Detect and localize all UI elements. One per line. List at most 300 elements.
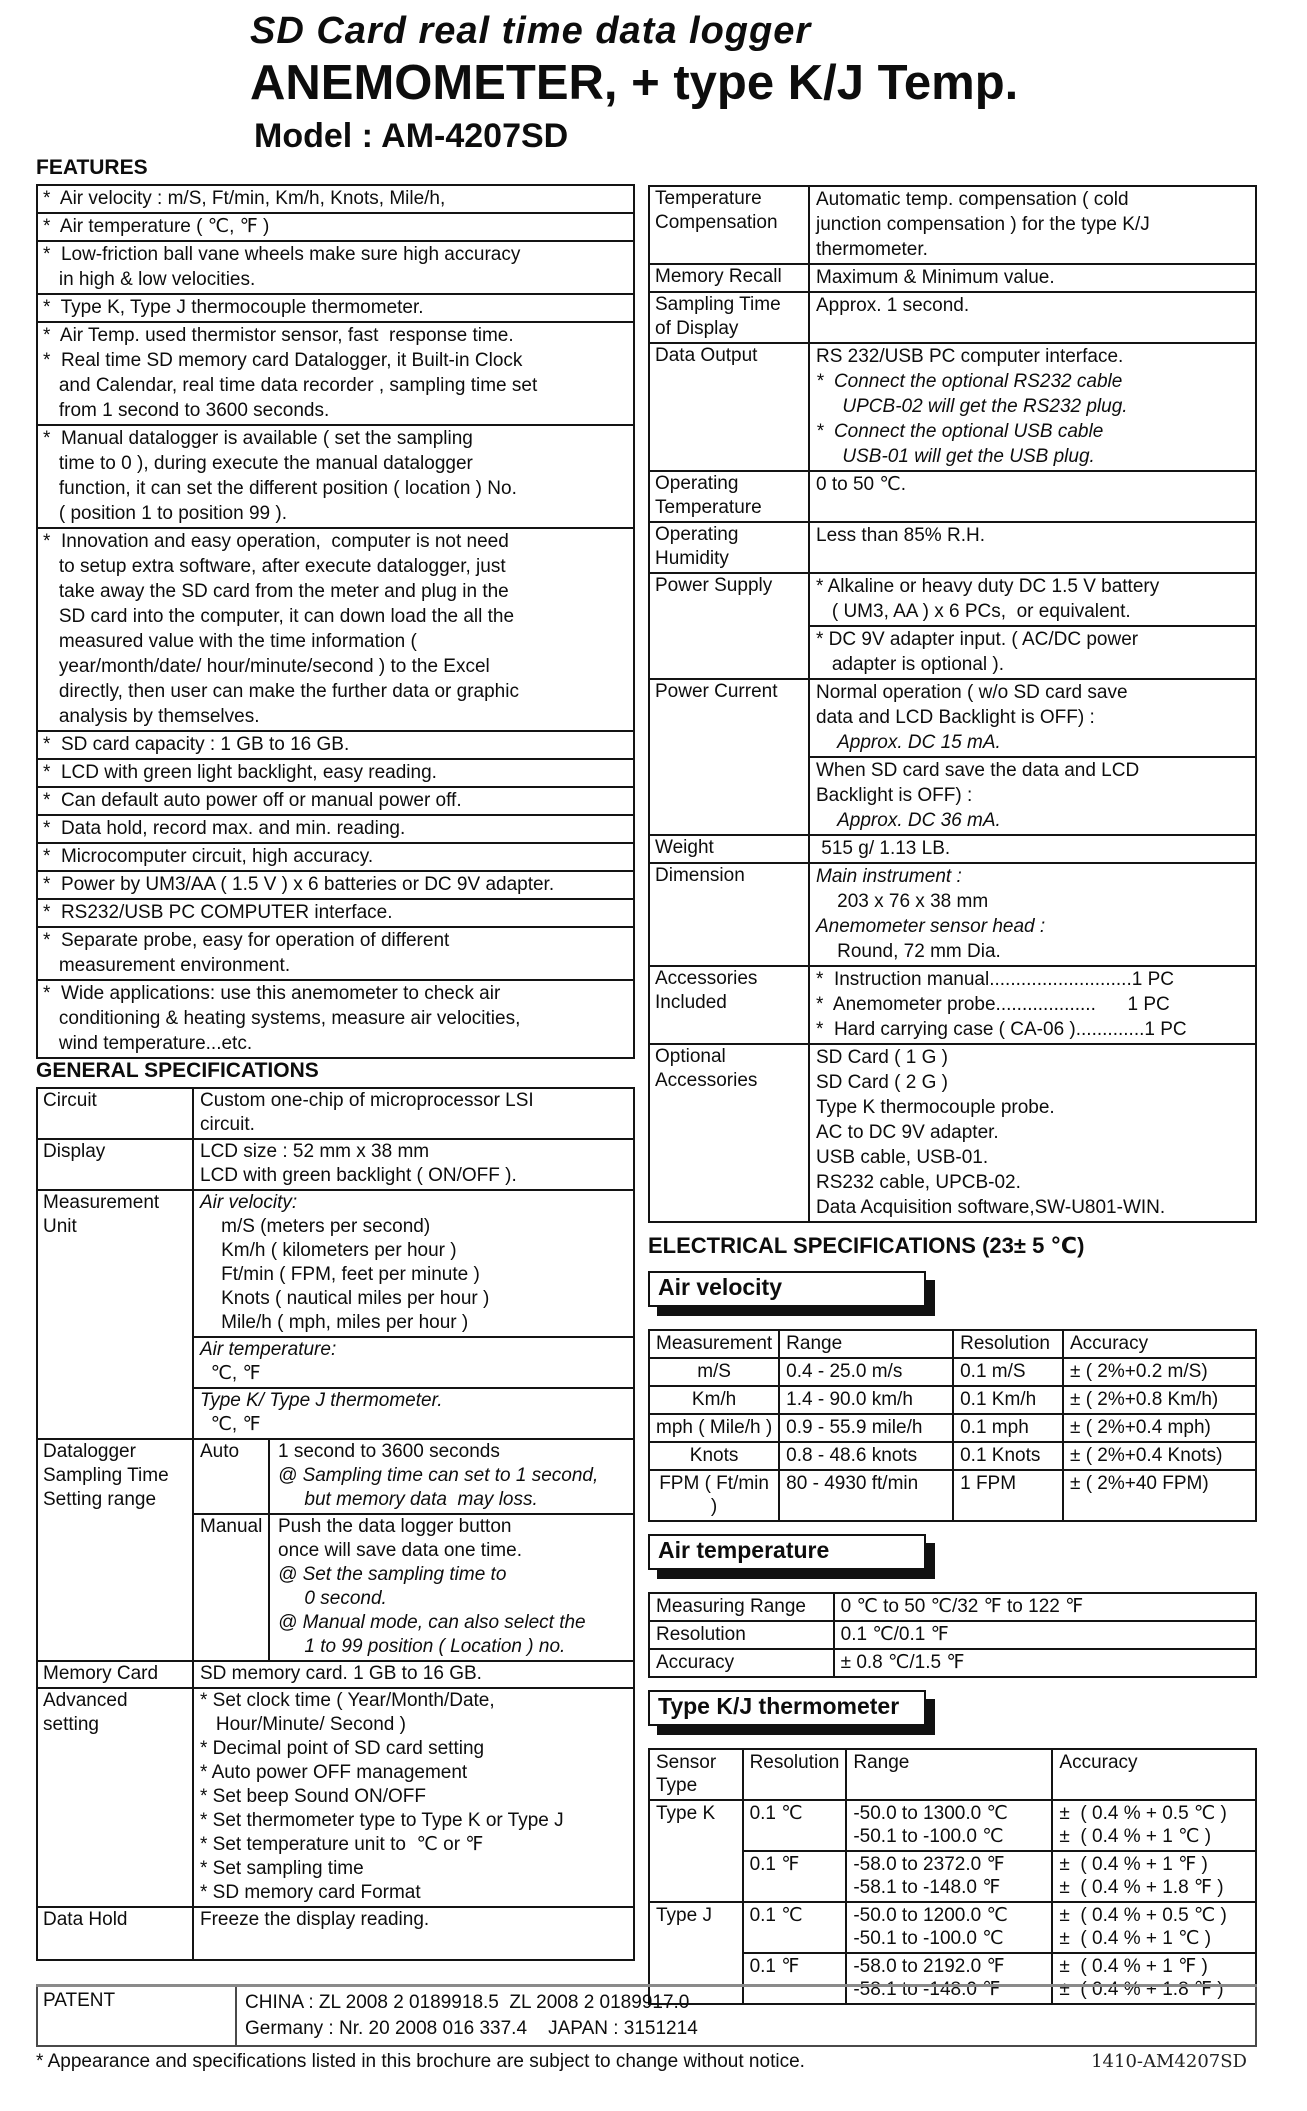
spec-value-segment (194, 1513, 633, 1660)
text-line: Sensor (656, 1752, 717, 1773)
spec-row (37, 1088, 634, 1139)
feature-cell (37, 425, 634, 528)
text-line: * Air temperature ( ℃, ℉ ) (43, 216, 270, 237)
spec-label-cell (649, 835, 809, 863)
footer-note: * Appearance and specifications listed in this brochure are subject to change without notice. (36, 2051, 805, 2072)
text-line: time to 0 ), during execute the manual datalogger (43, 453, 473, 474)
text-line: * Separate probe, easy for operation of different (43, 930, 450, 951)
text-line: * Real time SD memory card Datalogger, it Built-in Clock (43, 350, 523, 371)
grid-cell: FPM ( Ft/min ) (649, 1470, 779, 1521)
spec-label-cell (649, 966, 809, 1044)
patent-table (36, 1984, 1257, 2047)
spec-mode-cell: Manual (194, 1515, 270, 1660)
spec-value-segment (810, 523, 1255, 549)
patent-section (36, 1984, 1257, 2047)
grid-row (649, 1470, 1256, 1521)
spec-value-segment (194, 1089, 633, 1138)
text-line: Approx. 1 second. (816, 295, 970, 316)
feature-cell (37, 927, 634, 980)
grid-cell (1052, 1902, 1256, 1953)
text-line: Freeze the display reading. (200, 1909, 430, 1930)
grid-cell: 0 ℃ to 50 ℃/32 ℉ to 122 ℉ (834, 1593, 1256, 1621)
spec-row (649, 1044, 1256, 1222)
text-line: Automatic temp. compensation ( cold (816, 189, 1129, 210)
spec-mode-text (270, 1440, 633, 1513)
spec-label-cell (37, 1688, 193, 1907)
text-line: * Low-friction ball vane wheels make sure high accuracy (43, 244, 521, 265)
spec-row (649, 966, 1256, 1044)
features-table (36, 184, 635, 1059)
spec-label-cell (37, 1907, 193, 1960)
text-line: ± ( 0.4 % + 1 ℉ ) (1059, 1956, 1208, 1977)
text-line: Data Output (655, 345, 758, 366)
spec-value-segment (194, 1908, 633, 1959)
grid-row (649, 1358, 1256, 1386)
patent-row (37, 1986, 1256, 2047)
grid-cell: ± ( 2%+0.2 m/S) (1063, 1358, 1256, 1386)
grid-cell (846, 1851, 1052, 1902)
feature-cell (37, 759, 634, 787)
feature-row (37, 213, 634, 241)
features-heading: FEATURES (36, 156, 148, 179)
text-line: USB cable, USB-01. (816, 1147, 989, 1168)
text-line: Main instrument : (816, 866, 962, 887)
feature-cell (37, 787, 634, 815)
grid-header-cell (1052, 1749, 1256, 1800)
spec-row (649, 522, 1256, 573)
spec-row (649, 292, 1256, 343)
grid-cell (1052, 1800, 1256, 1851)
text-line: Advanced (43, 1690, 128, 1711)
text-line: * Wide applications: use this anemometer to check air (43, 983, 501, 1004)
text-line: * Air velocity : m/S, Ft/min, Km/h, Knots, Mile/h, (43, 188, 446, 209)
text-line: data and LCD Backlight is OFF) : (816, 707, 1095, 728)
text-line: Round, 72 mm Dia. (816, 941, 1001, 962)
text-line: Less than 85% R.H. (816, 525, 985, 546)
grid-row (649, 1593, 1256, 1621)
grid-header-cell: Resolution (953, 1330, 1063, 1358)
right-column (648, 185, 1257, 2005)
grid-cell (1052, 1851, 1256, 1902)
text-line: * Set clock time ( Year/Month/Date, (200, 1690, 495, 1711)
grid-row (649, 1902, 1256, 1953)
text-line: * Innovation and easy operation, computer is not need (43, 531, 509, 552)
text-line: * Decimal point of SD card setting (200, 1738, 485, 1759)
text-line: circuit. (200, 1114, 255, 1135)
grid-cell: 0.1 Knots (953, 1442, 1063, 1470)
text-line: * Alkaline or heavy duty DC 1.5 V battery (816, 576, 1160, 597)
text-line: Compensation (655, 212, 778, 233)
spec-row (37, 1907, 634, 1960)
spec-value-segment (810, 472, 1255, 498)
text-line: * Instruction manual...........................1 PC (816, 969, 1174, 990)
text-line: Included (655, 992, 727, 1013)
spec-value-cell (809, 966, 1256, 1044)
spec-value-cell (809, 471, 1256, 522)
text-line: -58.0 to 2372.0 ℉ (853, 1854, 1005, 1875)
text-line: * Hard carrying case ( CA-06 ).............1 PC (816, 1019, 1187, 1040)
text-line: * Manual datalogger is available ( set the sampling (43, 428, 473, 449)
grid-header-cell: Accuracy (1063, 1330, 1256, 1358)
grid-cell: 1 FPM (953, 1470, 1063, 1521)
text-line: ( UM3, AA ) x 6 PCs, or equivalent. (816, 601, 1131, 622)
text-line: * Set thermometer type to Type K or Type J (200, 1810, 564, 1831)
text-line: Memory Card (43, 1663, 159, 1684)
grid-row (649, 1442, 1256, 1470)
grid-cell: Resolution (649, 1621, 834, 1649)
grid-row (649, 1386, 1256, 1414)
feature-row (37, 899, 634, 927)
spec-value-cell (809, 264, 1256, 292)
text-line: analysis by themselves. (43, 706, 260, 727)
text-line: * SD card capacity : 1 GB to 16 GB. (43, 734, 350, 755)
text-line: * Microcomputer circuit, high accuracy. (43, 846, 374, 867)
spec-mode-text (270, 1515, 633, 1660)
text-line: take away the SD card from the meter and plug in the (43, 581, 509, 602)
grid-cell: 1.4 - 90.0 km/h (779, 1386, 953, 1414)
text-line: -50.0 to 1200.0 ℃ (853, 1905, 1008, 1926)
spec-mode-cell: Auto (194, 1440, 270, 1513)
grid-cell: ± 0.8 ℃/1.5 ℉ (834, 1649, 1256, 1677)
spec-value-cell (809, 835, 1256, 863)
type-kj-table (648, 1748, 1257, 2005)
feature-row (37, 815, 634, 843)
spec-value-segment (810, 293, 1255, 319)
text-line: ± ( 0.4 % + 1 ℃ ) (1059, 1928, 1212, 1949)
grid-row (649, 1621, 1256, 1649)
text-line: Dimension (655, 865, 745, 886)
spec-value-cell (809, 1044, 1256, 1222)
text-line: function, it can set the different position ( location ) No. (43, 478, 517, 499)
text-line: Normal operation ( w/o SD card save (816, 682, 1128, 703)
text-line: * Data hold, record max. and min. reading. (43, 818, 406, 839)
text-line: Circuit (43, 1090, 97, 1111)
air-velocity-table (648, 1329, 1257, 1522)
grid-cell: 0.1 Km/h (953, 1386, 1063, 1414)
spec-label-cell (649, 679, 809, 835)
spec-value-segment (810, 344, 1255, 470)
text-line: 0 to 50 ℃. (816, 474, 906, 495)
text-line: from 1 second to 3600 seconds. (43, 400, 330, 421)
spec-value-cell (809, 573, 1256, 679)
text-line: ± ( 0.4 % + 1 ℃ ) (1059, 1826, 1212, 1847)
spec-value-cell (193, 1661, 634, 1688)
text-line: adapter is optional ). (816, 654, 1005, 675)
page-subtitle: SD Card real time data logger (250, 10, 812, 52)
text-line: Temperature (655, 497, 762, 518)
feature-row (37, 322, 634, 425)
text-line: of Display (655, 318, 739, 339)
text-line: Approx. DC 15 mA. (816, 732, 1001, 753)
text-line: 203 x 76 x 38 mm (816, 891, 989, 912)
text-line: once will save data one time. (278, 1540, 522, 1561)
spec-value-segment (810, 187, 1255, 263)
grid-header-row (649, 1749, 1256, 1800)
spec-row (649, 573, 1256, 679)
spec-value-segment (810, 756, 1255, 834)
text-line: -50.1 to -100.0 ℃ (853, 1928, 1004, 1949)
spec-row (649, 679, 1256, 835)
spec-label-cell (649, 186, 809, 264)
feature-row (37, 787, 634, 815)
text-line: and Calendar, real time data recorder , sampling time set (43, 375, 538, 396)
grid-cell: 80 - 4930 ft/min (779, 1470, 953, 1521)
text-line: -58.0 to 2192.0 ℉ (853, 1956, 1005, 1977)
text-line: * Anemometer probe................... 1 PC (816, 994, 1170, 1015)
text-line: * Air Temp. used thermistor sensor, fast response time. (43, 325, 514, 346)
spec-value-segment (810, 1045, 1255, 1221)
grid-row (649, 1414, 1256, 1442)
text-line: Sampling Time (43, 1465, 169, 1486)
text-line: Temperature (655, 188, 762, 209)
text-line: Hour/Minute/ Second ) (200, 1714, 406, 1735)
spec-value-segment (810, 836, 1255, 862)
air-temperature-table (648, 1592, 1257, 1678)
text-line: -58.1 to -148.0 ℉ (853, 1979, 1001, 2000)
feature-row (37, 843, 634, 871)
grid-cell: 0.1 ℉ (743, 1851, 847, 1902)
text-line: LCD with green backlight ( ON/OFF ). (200, 1165, 517, 1186)
text-line: @ Sampling time can set to 1 second, (278, 1465, 599, 1486)
text-line: SD memory card. 1 GB to 16 GB. (200, 1663, 482, 1684)
text-line: Air temperature: (200, 1339, 337, 1360)
text-line: Type K thermocouple probe. (816, 1097, 1055, 1118)
general-specs-table (36, 1087, 635, 1961)
text-line: CHINA : ZL 2008 2 0189918.5 ZL 2008 2 0189917.0 (245, 1992, 690, 2013)
text-line: Optional (655, 1046, 726, 1067)
text-line: RS232 cable, UPCB-02. (816, 1172, 1021, 1193)
spec-row (649, 186, 1256, 264)
grid-cell: 0.9 - 55.9 mile/h (779, 1414, 953, 1442)
text-line: Humidity (655, 548, 729, 569)
text-line: @ Set the sampling time to (278, 1564, 507, 1585)
grid-cell: 0.8 - 48.6 knots (779, 1442, 953, 1470)
grid-header-cell: Range (779, 1330, 953, 1358)
text-line: wind temperature...etc. (43, 1033, 253, 1054)
grid-cell-sensor: Type J (649, 1902, 743, 2004)
text-line: -58.1 to -148.0 ℉ (853, 1877, 1001, 1898)
spec-value-cell (809, 292, 1256, 343)
footer (36, 2051, 1257, 2073)
text-line: Weight (655, 837, 714, 858)
text-line: Maximum & Minimum value. (816, 267, 1055, 288)
text-line: LCD size : 52 mm x 38 mm (200, 1141, 430, 1162)
spec-label-cell (649, 573, 809, 679)
spec-row (649, 343, 1256, 471)
feature-cell (37, 241, 634, 294)
text-line: setting (43, 1714, 99, 1735)
feature-row (37, 871, 634, 899)
grid-cell: Measuring Range (649, 1593, 834, 1621)
grid-cell: 0.1 ℉ (743, 1953, 847, 2004)
spec-value-cell (193, 1688, 634, 1907)
spec-label-cell (649, 522, 809, 573)
spec-value-cell (193, 1190, 634, 1439)
grid-cell: mph ( Mile/h ) (649, 1414, 779, 1442)
spec-value-cell (193, 1907, 634, 1960)
spec-value-segment (194, 1336, 633, 1387)
text-line: to setup extra software, after execute datalogger, just (43, 556, 506, 577)
feature-cell (37, 185, 634, 213)
text-line: junction compensation ) for the type K/J (816, 214, 1150, 235)
text-line: RS 232/USB PC computer interface. (816, 346, 1124, 367)
text-line: -50.0 to 1300.0 ℃ (853, 1803, 1008, 1824)
text-line: Memory Recall (655, 266, 782, 287)
text-line: ± ( 0.4 % + 1 ℉ ) (1059, 1854, 1208, 1875)
grid-cell: ± ( 2%+0.4 Knots) (1063, 1442, 1256, 1470)
feature-cell (37, 528, 634, 731)
spec-label-cell (37, 1190, 193, 1439)
text-line: ( position 1 to position 99 ). (43, 503, 287, 524)
grid-cell: m/S (649, 1358, 779, 1386)
text-line: Operating (655, 473, 739, 494)
grid-cell: 0.1 ℃ (743, 1800, 847, 1851)
text-line: Accessories (655, 968, 758, 989)
grid-header-cell (649, 1749, 743, 1800)
left-column (36, 156, 635, 1961)
spec-row (37, 1439, 634, 1661)
text-line: Display (43, 1141, 106, 1162)
spec-value-cell (809, 679, 1256, 835)
spec-label-cell (649, 343, 809, 471)
grid-cell: 0.4 - 25.0 m/s (779, 1358, 953, 1386)
feature-row (37, 425, 634, 528)
text-line: ± ( 0.4 % + 1.8 ℉ ) (1059, 1979, 1224, 2000)
general-specs-heading: GENERAL SPECIFICATIONS (36, 1059, 319, 1082)
grid-header-cell (846, 1749, 1052, 1800)
feature-cell (37, 899, 634, 927)
text-line: * RS232/USB PC COMPUTER interface. (43, 902, 393, 923)
text-line: -50.1 to -100.0 ℃ (853, 1826, 1004, 1847)
text-line: 1 to 99 position ( Location ) no. (278, 1636, 566, 1657)
feature-row (37, 980, 634, 1058)
text-line: * Set temperature unit to ℃ or ℉ (200, 1834, 484, 1855)
spec-value-segment (810, 265, 1255, 291)
grid-cell: 0.1 ℃/0.1 ℉ (834, 1621, 1256, 1649)
feature-cell (37, 980, 634, 1058)
model-number: Model : AM-4207SD (254, 117, 569, 155)
feature-cell (37, 871, 634, 899)
spec-label-cell (37, 1439, 193, 1661)
text-line: conditioning & heating systems, measure air velocities, (43, 1008, 521, 1029)
grid-cell: Km/h (649, 1386, 779, 1414)
spec-row (649, 471, 1256, 522)
spec-label-cell (649, 1044, 809, 1222)
text-line: thermometer. (816, 239, 928, 260)
text-line: Km/h ( kilometers per hour ) (200, 1240, 457, 1261)
text-line: measurement environment. (43, 955, 291, 976)
text-line: SD Card ( 1 G ) (816, 1047, 948, 1068)
electrical-specs-heading: ELECTRICAL SPECIFICATIONS (23± 5 ℃) (648, 1233, 1085, 1258)
text-line: Mile/h ( mph, miles per hour ) (200, 1312, 469, 1333)
spec-value-segment (194, 1387, 633, 1438)
spec-value-segment (194, 1440, 633, 1513)
patent-value-cell (236, 1986, 1256, 2047)
feature-row (37, 294, 634, 322)
text-line: Data Hold (43, 1909, 128, 1930)
text-line: * LCD with green light backlight, easy reading. (43, 762, 437, 783)
text-line: ℃, ℉ (200, 1363, 261, 1384)
text-line: ± ( 0.4 % + 1.8 ℉ ) (1059, 1877, 1224, 1898)
spec-value-cell (193, 1139, 634, 1190)
spec-row (649, 264, 1256, 292)
text-line: Approx. DC 36 mA. (816, 810, 1001, 831)
text-line: Accuracy (1059, 1752, 1138, 1773)
text-line: Knots ( nautical miles per hour ) (200, 1288, 490, 1309)
spec-value-cell (809, 522, 1256, 573)
text-line: * SD memory card Format (200, 1882, 421, 1903)
grid-cell: 0.1 ℃ (743, 1902, 847, 1953)
text-line: Push the data logger button (278, 1516, 512, 1537)
text-line: Operating (655, 524, 739, 545)
text-line: Power Current (655, 681, 778, 702)
spec-row (649, 835, 1256, 863)
spec-value-segment (810, 680, 1255, 756)
grid-cell: ± ( 2%+40 FPM) (1063, 1470, 1256, 1521)
text-line: SD card into the computer, it can down load the all the (43, 606, 515, 627)
text-line: 0 second. (278, 1588, 387, 1609)
spec-label-cell (37, 1139, 193, 1190)
text-line: Germany : Nr. 20 2008 016 337.4 JAPAN : 3151214 (245, 2018, 698, 2039)
spec-value-segment (810, 864, 1255, 965)
text-line: * Connect the optional USB cable (816, 421, 1104, 442)
spec-label-cell (37, 1661, 193, 1688)
text-line: Range (853, 1752, 910, 1773)
spec-value-segment (194, 1689, 633, 1906)
spec-label-cell (649, 292, 809, 343)
spec-label-cell (37, 1088, 193, 1139)
grid-row (649, 1800, 1256, 1851)
text-line: 515 g/ 1.13 LB. (816, 838, 951, 859)
spec-label-cell (649, 863, 809, 966)
text-line: Ft/min ( FPM, feet per minute ) (200, 1264, 480, 1285)
text-line: directly, then user can make the further data or graphic (43, 681, 519, 702)
grid-row (649, 1649, 1256, 1677)
text-line: Power Supply (655, 575, 773, 596)
text-line: Datalogger (43, 1441, 136, 1462)
grid-header-cell: Measurement (649, 1330, 779, 1358)
feature-row (37, 927, 634, 980)
text-line: * Auto power OFF management (200, 1762, 468, 1783)
spec-value-cell (193, 1088, 634, 1139)
spec-value-segment (194, 1662, 633, 1687)
feature-row (37, 759, 634, 787)
text-line: Type (656, 1775, 698, 1796)
spec-label-cell (649, 471, 809, 522)
text-line: in high & low velocities. (43, 269, 256, 290)
spec-row (649, 863, 1256, 966)
text-line: * Connect the optional RS232 cable (816, 371, 1123, 392)
text-line: Setting range (43, 1489, 157, 1510)
text-line: * DC 9V adapter input. ( AC/DC power (816, 629, 1139, 650)
text-line: @ Manual mode, can also select the (278, 1612, 586, 1633)
grid-cell: Knots (649, 1442, 779, 1470)
document-code: 1410-AM4207SD (1091, 2051, 1247, 2072)
spec-row (37, 1139, 634, 1190)
text-line: * Power by UM3/AA ( 1.5 V ) x 6 batteries or DC 9V adapter. (43, 874, 555, 895)
type-kj-section-bar: Type K/J thermometer (648, 1690, 926, 1726)
text-line: UPCB-02 will get the RS232 plug. (816, 396, 1128, 417)
air-velocity-section-bar: Air velocity (648, 1271, 926, 1307)
text-line: AC to DC 9V adapter. (816, 1122, 999, 1143)
air-temperature-section-bar: Air temperature (648, 1534, 926, 1570)
grid-cell-sensor: Type K (649, 1800, 743, 1902)
feature-cell (37, 322, 634, 425)
text-line: Backlight is OFF) : (816, 785, 973, 806)
text-line: Sampling Time (655, 294, 781, 315)
text-line: Accessories (655, 1070, 758, 1091)
feature-cell (37, 843, 634, 871)
